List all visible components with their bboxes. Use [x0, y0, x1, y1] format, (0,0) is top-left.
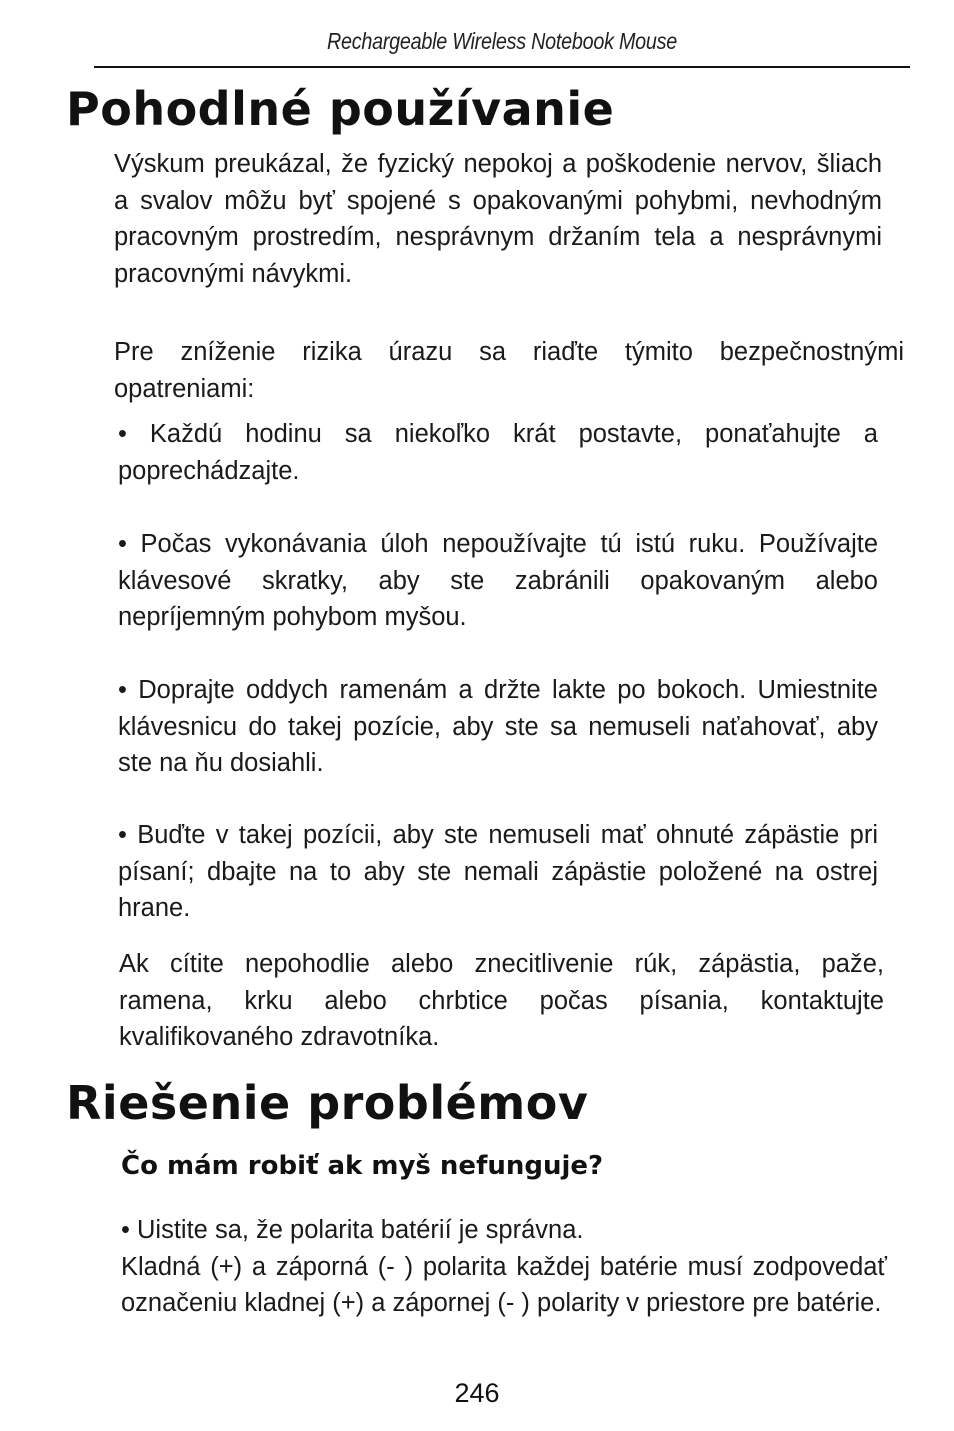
running-header: Rechargeable Wireless Notebook Mouse — [326, 28, 678, 54]
faq-answer — [121, 1212, 887, 1322]
faq-answer-text: Kladná (+) a záporná (- ) polarita každej batérie musí zodpovedať označeniu kladnej (+) a zápornej (- ) polarity v priestore pre batérie. — [121, 1252, 887, 1317]
page-number: 246 — [454, 1378, 500, 1408]
bullet-item: • Doprajte oddych ramenám a držte lakte po bokoch. Umiestnite klávesnicu do takej pozície, aby ste sa nemuseli naťahovať, aby ste na ňu dosiahli. — [118, 676, 878, 777]
lead-paragraph: Pre zníženie rizika úrazu sa riaďte týmito bezpečnostnými opatreniami: — [114, 338, 904, 403]
section-title-troubleshooting: Riešenie problémov — [66, 1076, 589, 1130]
closing-paragraph: Ak cítite nepohodlie alebo znecitlivenie rúk, zápästia, paže, ramena, krku alebo chrbtice počas písania, kontaktujte kvalifikovaného zdravotníka. — [119, 950, 884, 1051]
bullet-item: • Buďte v takej pozícii, aby ste nemuseli mať ohnuté zápästie pri písaní; dbajte na to aby ste nemali zápästie položené na ostrej hrane. — [118, 821, 878, 922]
header-rule — [94, 66, 910, 68]
section-title-comfort: Pohodlné používanie — [66, 82, 615, 136]
faq-answer-bullet: • Uistite sa, že polarita batérií je správna. — [121, 1216, 584, 1244]
bullet-item: • Počas vykonávania úloh nepoužívajte tú istú ruku. Používajte klávesové skratky, aby ste zabránili opakovaným alebo nepríjemným pohybom myšou. — [118, 530, 878, 631]
faq-question: Čo mám robiť ak myš nefunguje? — [121, 1151, 604, 1181]
intro-paragraph: Výskum preukázal, že fyzický nepokoj a poškodenie nervov, šliach a svalov môžu byť spojené s opakovanými pohybmi, nevhodným pracovným prostredím, nesprávnym držaním tela a nesprávnymi pracovnými návykmi. — [114, 150, 882, 288]
bullet-item: • Každú hodinu sa niekoľko krát postavte, ponaťahujte a poprechádzajte. — [118, 420, 878, 485]
